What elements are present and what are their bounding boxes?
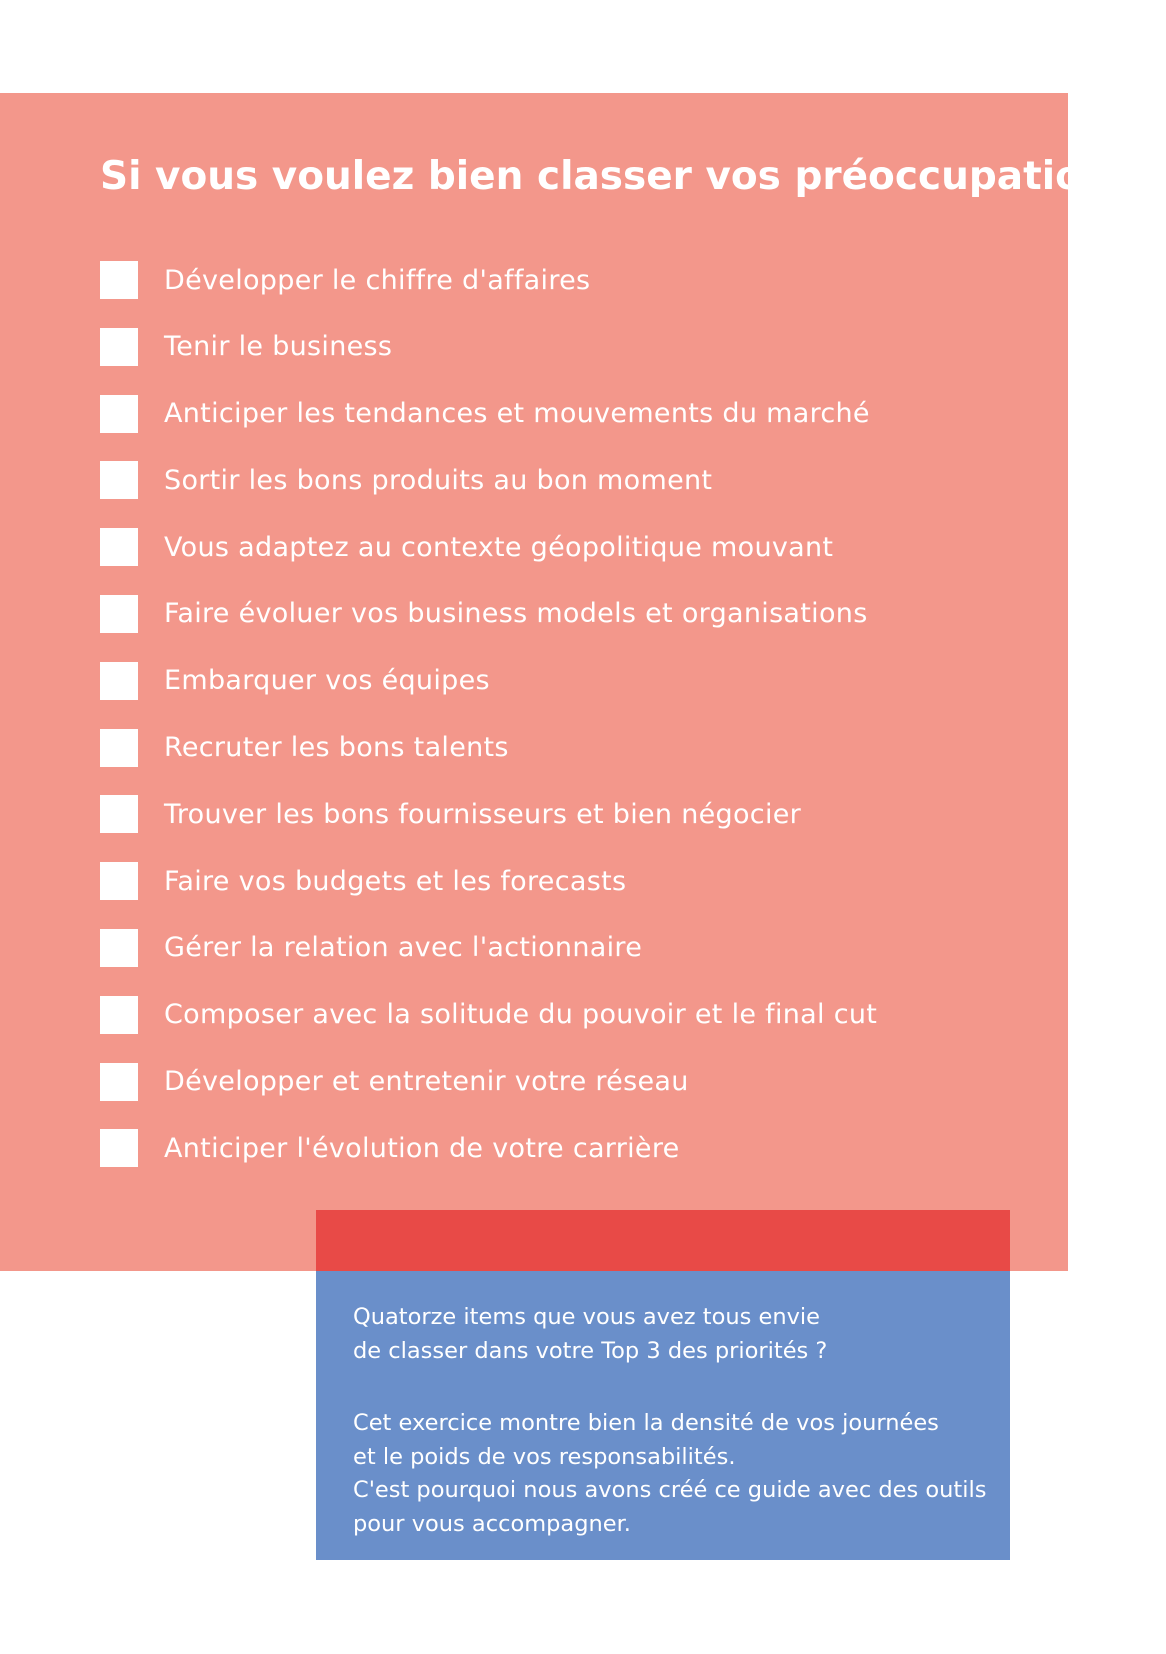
checkbox[interactable] <box>100 1129 138 1167</box>
checklist-item-label: Embarquer vos équipes <box>164 665 490 697</box>
checkbox[interactable] <box>100 328 138 366</box>
checklist-item-label: Gérer la relation avec l'actionnaire <box>164 932 643 964</box>
info-line: Quatorze items que vous avez tous envie <box>353 1304 821 1330</box>
checklist-item-label: Vous adaptez au contexte géopolitique mouvant <box>164 531 834 563</box>
checklist-item-label: Recruter les bons talents <box>164 732 509 764</box>
checklist-item <box>100 661 877 701</box>
checklist-item <box>100 1128 877 1168</box>
info-box <box>316 1271 1010 1560</box>
checklist-item-label: Anticiper les tendances et mouvements du marché <box>164 398 870 430</box>
info-line: Cet exercice montre bien la densité de vos journées <box>353 1410 939 1436</box>
checklist-item <box>100 861 877 901</box>
checklist-item-label: Composer avec la solitude du pouvoir et le final cut <box>164 999 878 1031</box>
checklist-item <box>100 728 877 768</box>
checkbox[interactable] <box>100 1063 138 1101</box>
accent-band <box>316 1210 1010 1271</box>
checkbox[interactable] <box>100 528 138 566</box>
checklist-item <box>100 928 877 968</box>
checkbox[interactable] <box>100 662 138 700</box>
info-line: et le poids de vos responsabilités. <box>353 1443 736 1470</box>
checkbox[interactable] <box>100 595 138 633</box>
checklist-item-label: Développer le chiffre d'affaires <box>164 264 591 296</box>
checklist-item-label: Sortir les bons produits au bon moment <box>164 464 713 496</box>
checklist-item <box>100 594 877 634</box>
checklist-item <box>100 394 877 434</box>
checklist-item <box>100 794 877 834</box>
page-title: Si vous voulez bien classer vos préoccupations <box>100 154 1133 199</box>
checklist-item <box>100 1062 877 1102</box>
checkbox[interactable] <box>100 261 138 299</box>
checklist-item-label: Tenir le business <box>164 331 393 363</box>
checklist-item <box>100 260 877 300</box>
priorities-checklist <box>100 260 877 1195</box>
checklist-item <box>100 460 877 500</box>
info-line: pour vous accompagner. <box>353 1510 631 1537</box>
info-paragraph-1 <box>353 1301 986 1368</box>
checklist-item-label: Développer et entretenir votre réseau <box>164 1066 689 1098</box>
info-paragraph-2 <box>353 1407 986 1541</box>
info-line: C'est pourquoi nous avons créé ce guide avec des outils <box>353 1477 987 1503</box>
checkbox[interactable] <box>100 461 138 499</box>
checkbox[interactable] <box>100 862 138 900</box>
checklist-item-label: Anticiper l'évolution de votre carrière <box>164 1132 680 1164</box>
checkbox[interactable] <box>100 729 138 767</box>
info-line: de classer dans votre Top 3 des priorités ? <box>353 1337 828 1364</box>
checklist-item <box>100 527 877 567</box>
checklist-item-label: Trouver les bons fournisseurs et bien négocier <box>164 798 802 830</box>
checklist-item <box>100 995 877 1035</box>
checkbox[interactable] <box>100 795 138 833</box>
checklist-item-label: Faire évoluer vos business models et organisations <box>164 598 868 630</box>
info-text <box>353 1301 986 1541</box>
checklist-item-label: Faire vos budgets et les forecasts <box>164 865 627 897</box>
checklist-item <box>100 327 877 367</box>
checkbox[interactable] <box>100 395 138 433</box>
checkbox[interactable] <box>100 996 138 1034</box>
checkbox[interactable] <box>100 929 138 967</box>
